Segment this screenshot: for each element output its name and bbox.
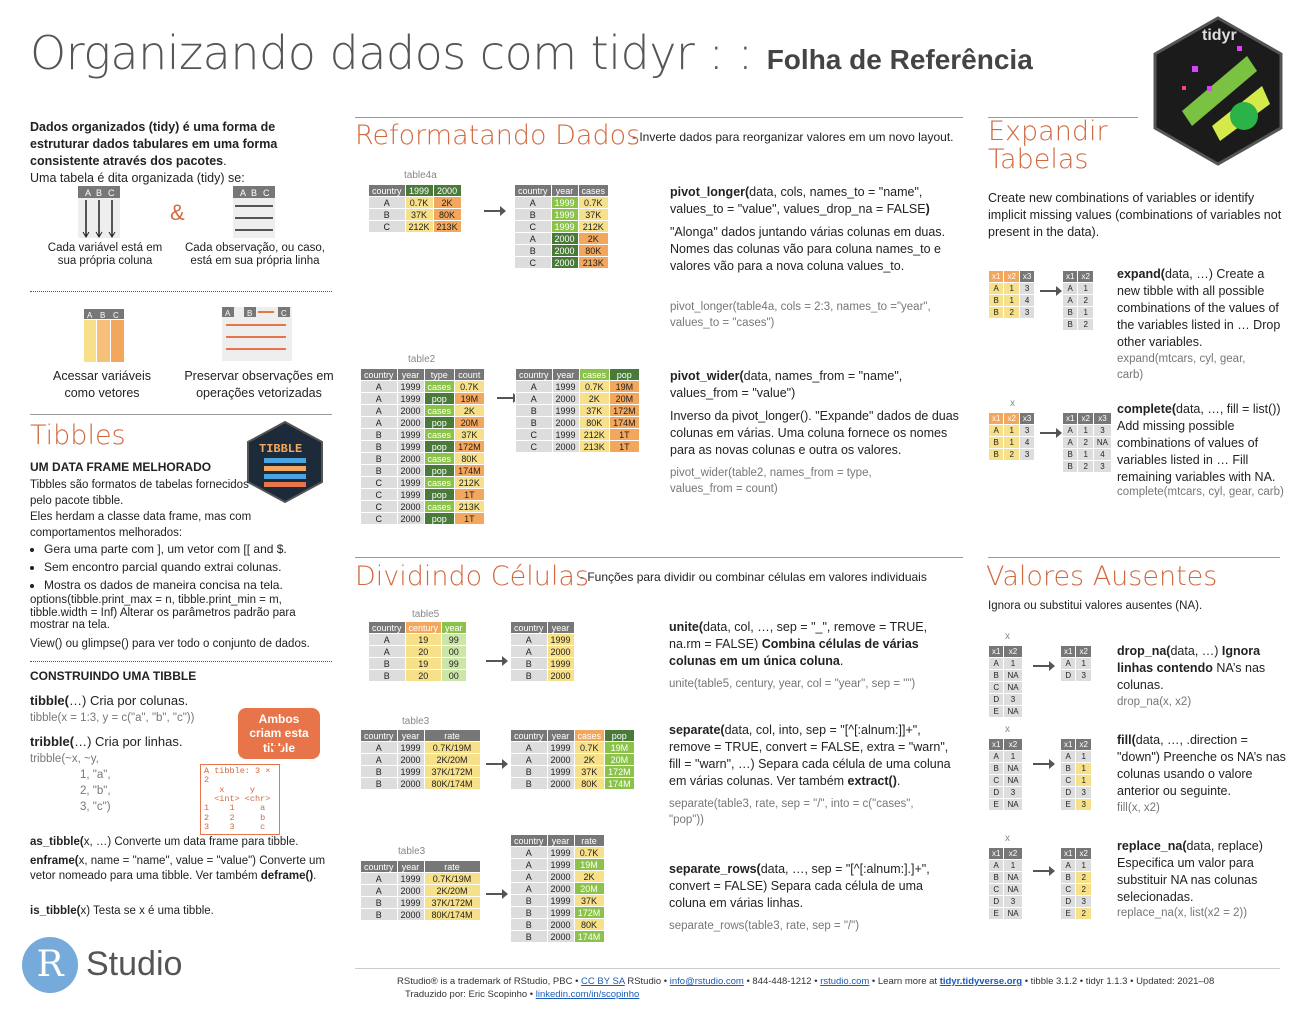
svg-text:B: B [100,311,106,320]
pivot-wider-example: pivot_wider(table2, names_from = type, values_from = count) [670,467,872,495]
tribble-fn: tribble(…) Cria por linhas. [30,734,183,749]
caption-columns: Cada variável está em sua própria coluna [47,242,163,267]
svg-text:B: B [247,309,253,318]
complete-input: x1 x2 x3 A 1 3 B 1 4 B 2 3 [988,412,1035,461]
tibbles-subtitle: UM DATA FRAME MELHORADO [30,460,212,474]
table-caption: x [1005,833,1010,844]
expand-title: Expandir Tabelas [988,116,1108,176]
separate-rows-sig: separate_rows(data, …, sep = "[^[:alnum:].]+", convert = FALSE) Separa cada célula de uma coluna em várias linhas. [669,862,930,910]
complete-fn: complete(data, …, fill = list()) Add missing possible combinations of values of variables listed in … Fill remaining variables with NA. [1117,402,1281,484]
tibbles-bullets [44,540,344,594]
svg-text:A: A [85,188,92,198]
arrow [486,893,504,895]
expand-desc: Create new combinations of variables or identify implicit missing values (combinations of variables not present in the data). [988,191,1282,239]
fill-output: x1 x2 A 1 B 1 C 1 D 3 E 3 [1060,738,1092,811]
svg-text:C: C [281,309,287,318]
list-item: • Mostra os dados de maneira concisa na tela. [44,576,344,594]
arrow [486,763,504,765]
missing-desc: Ignora ou substitui valores ausentes (NA). [988,600,1203,612]
arrow [1040,290,1058,292]
unite-example: unite(table5, century, year, col = "year", sep = "") [669,678,916,690]
fill-input: x1 x2 A 1 B NA C NA D 3 E NA [988,738,1023,811]
svg-text:C: C [113,311,119,320]
tibbles-view: View() ou glimpse() para ver todo o conjunto de dados. [30,638,310,650]
divider [30,414,332,415]
tidyr-link[interactable]: tidyr.tidyverse.org [939,976,1023,987]
caption-vectors: Acessar variáveis como vetores [53,369,151,400]
tidyr-logo [1152,16,1284,171]
divider [30,291,332,292]
enframe: enframe(x, name = "name", value = "value") Converte um vetor nomeado para uma tibble. Ver também deframe(). [30,855,326,882]
pivot-wider-sig: pivot_wider(data, names_from = "name", values_from = "value") [670,369,903,400]
drop-na-example: drop_na(x, x2) [1117,696,1192,708]
table-caption: x [1005,631,1010,642]
drop-na-input: x1 x2 A 1 B NA C NA D 3 E NA [988,645,1023,718]
table5: country century year A 19 99 A 20 00 B 19 99 B 20 00 [368,621,467,682]
table-caption: table3 [398,846,426,857]
table-caption: table3 [402,716,430,727]
rstudio-logo: R [22,937,78,993]
divider [355,117,963,118]
table-caption: x [1010,398,1015,409]
replace-na-example: replace_na(x, list(x2 = 2)) [1117,907,1248,919]
intro-text: Dados organizados (tidy) é uma forma de estruturar dados tabulares em uma forma consistente através dos pacotes. Uma tabela é dita organizada (tidy) se: [30,120,278,185]
tribble-example: tribble(~x, ~y, 1, "a", 2, "b", 3, "c") [30,753,111,813]
divider [355,968,1280,969]
list-item: • Sem encontro parcial quando extrai colunas. [44,558,344,576]
svg-text:A: A [240,188,247,198]
svg-text:B: B [96,188,103,198]
table3: country year rate A 1999 0.7K/19M A 2000 2K/20M B 1999 37K/172M B 2000 80K/174M [360,729,481,790]
complete-example: complete(mtcars, cyl, gear, carb) [1117,486,1284,498]
page-title: Organizando dados com tidyr : : Folha de Referência [30,26,1033,80]
table2: country year type count A 1999 cases 0.7K A 1999 pop 19M A 2000 cases 2K A 2000 pop 20M B 1999 cases 37K B 1999 pop 172M B 2000 cases 80K B 2000 pop 174M C 1999 cases 212K C 1999 pop 1T C 2000 cases 213K C 2000 pop 1T [360,368,485,525]
caption-rows: Cada observação, ou caso, está em sua própria linha [184,242,325,267]
rstudio-brand: Studio [86,945,183,983]
svg-text:A: A [87,311,93,320]
split-title: Dividindo Células [355,561,589,592]
build-title: CONSTRUINDO UMA TIBBLE [30,669,197,683]
table3-rows: country year rate A 1999 0.7K A 1999 19M A 2000 2K A 2000 20M B 1999 37K B 1999 172M B 2000 80K B 2000 174M [510,834,605,943]
table-caption: table2 [408,354,436,365]
fill-fn: fill(data, …, .direction = "down") Preenche os NA’s nas colunas usando o valore anterior ou seguinte. [1117,733,1286,798]
footer-line2: Traduzido por: Eric Scopinho • linkedin.com/in/scopinho [405,989,640,1000]
cc-link[interactable]: CC BY SA [581,976,625,987]
table-caption: table4a [404,170,437,181]
svg-text:TIBBLE: TIBBLE [259,442,303,456]
reshape-note: - Inverte dados para reorganizar valores em um novo layout. [632,130,954,144]
is-tibble: is_tibble(x) Testa se x é uma tibble. [30,905,214,917]
tibble-print: A tibble: 3 × 2 x y <int> <chr> 1 1 a 2 2 b 3 3 c [200,764,280,835]
pivot-longer-desc: "Alonga" dados juntando várias colunas em duas. Nomes das colunas vão para coluna names_to e valores vão para a nova coluna values_to. [670,225,946,273]
arrow [1033,763,1051,765]
divider [30,661,332,662]
table2-wide: country year cases pop A 1999 0.7K 19M A 2000 2K 20M B 1999 37K 172M B 2000 80K 174M C 1999 212K 1T C 2000 213K 1T [515,368,640,453]
pivot-longer-sig: pivot_longer(data, cols, names_to = "name", values_to = "value", values_drop_na = FALSE) [670,185,930,216]
page-subtitle: Folha de Referência [766,44,1033,75]
fill-example: fill(x, x2) [1117,802,1160,814]
tibble-fn: tibble(…) Cria por colunas. [30,693,189,708]
svg-text:A: A [225,309,231,318]
columns-diagram [78,186,120,243]
tibbles-p2: Eles herdam a classe data frame, mas com comportamentos melhorados: [30,511,252,539]
expand-output: x1 x2 A 1 A 2 B 1 B 2 [1062,270,1094,331]
arrow [486,660,504,662]
split-note: - Funções para dividir ou combinar células em valores individuais [580,570,927,584]
tibbles-p1: Tibbles são formatos de tabelas fornecidos pelo pacote tibble. [30,479,249,507]
table3-separated: country year cases pop A 1999 0.7K 19M A 2000 2K 20M B 1999 37K 172M B 2000 80K 174M [510,729,635,790]
expand-fn: expand(data, …) Create a new tibble with all possible combinations of the values of the variables listed in … Drop other variables. [1117,267,1281,349]
divider [355,557,963,558]
arrow [1033,870,1051,872]
table-caption: table5 [412,609,440,620]
table4a: country 1999 2000 A 0.7K 2K B 37K 80K C 212K 213K [368,184,462,233]
linkedin-link[interactable]: linkedin.com/in/scopinho [535,989,640,1000]
unite-sig: unite(data, col, …, sep = "_", remove = TRUE, na.rm = FALSE) Combina células de várias colunas em um única coluna. [669,620,928,668]
footer-line1: RStudio® is a trademark of RStudio, PBC • CC BY SA RStudio • info@rstudio.com • 844-448-1212 • rstudio.com • Learn more at tidyr.tidyverse.org • tibble 3.1.2 • tidyr 1.1.3 • Updated: 2021–08 [397,976,1215,987]
replace-na-fn: replace_na(data, replace) Especifica um valor para substituir NA nas colunas selecionadas. [1117,839,1263,904]
vectors-diagram [84,309,124,368]
table4a-long: country year cases A 1999 0.7K B 1999 37K C 1999 212K A 2000 2K B 2000 80K C 2000 213K [514,184,609,269]
caption-vectorized: Preservar observações em operações vetorizadas [184,369,334,400]
list-item: • Gera uma parte com ], um vetor com [[ and $. [44,540,344,558]
tibble-example: tibble(x = 1:3, y = c("a", "b", "c")) [30,712,195,724]
expand-example: expand(mtcars, cyl, gear, carb) [1117,353,1246,381]
separate-example: separate(table3, rate, sep = "/", into = c("cases", "pop")) [669,798,914,826]
svg-text:C: C [263,188,270,198]
divider [988,557,1280,558]
callout-pointer [270,746,284,756]
table5-united: country year A 1999 A 2000 B 1999 B 2000 [510,621,575,682]
callout-bubble: Ambos criam esta tibble [238,708,320,759]
reshape-title: Reformatando Dados [355,120,641,151]
missing-title: Valores Ausentes [986,561,1218,592]
drop-na-output: x1 x2 A 1 D 3 [1060,645,1092,682]
replace-na-input: x1 x2 A 1 B NA C NA D 3 E NA [988,847,1023,920]
logo-text: tidyr [1202,27,1237,44]
separate-sig: separate(data, col, into, sep = "[^[:alnum:]]+", remove = TRUE, convert = FALSE, extra = "warn", fill = "warn", …) Separa cada célula de uma coluna em várias colunas. Ver também extract(). [669,723,951,788]
separate-rows-example: separate_rows(table3, rate, sep = "/") [669,920,860,932]
table-caption: x [1005,724,1010,735]
rows-diagram [233,186,275,243]
pivot-longer-example: pivot_longer(table4a, cols = 2:3, names_to ="year", values_to = "cases") [670,301,931,329]
svg-text:B: B [251,188,258,198]
table3-b: country year rate A 1999 0.7K/19M A 2000 2K/20M B 1999 37K/172M B 2000 80K/174M [360,860,481,921]
arrow [484,210,502,212]
replace-na-output: x1 x2 A 1 B 2 C 2 D 3 E 2 [1060,847,1092,920]
arrow [1033,665,1051,667]
arrow [497,397,515,399]
rstudio-link[interactable]: rstudio.com [820,976,870,987]
pivot-wider-desc: Inverso da pivot_longer(). "Expande" dados de duas colunas em várias. Uma coluna fornece os nomes para as novas colunas e outra os valores. [670,409,959,457]
svg-text:C: C [108,188,115,198]
vectorized-diagram [222,307,292,366]
expand-input: x1 x2 x3 A 1 3 B 1 4 B 2 3 [988,270,1035,319]
as-tibble: as_tibble(x, …) Converte um data frame para tibble. [30,836,299,848]
complete-output: x1 x2 x3 A 1 3 A 2 NA B 1 4 B 2 3 [1062,412,1112,473]
tibbles-options: options(tibble.print_max = n, tibble.print_min = m, tibble.width = Inf) Alterar os parâmetros padrão para mostrar na tela. [30,594,296,632]
ampersand: & [170,200,185,225]
tibbles-title: Tibbles [30,420,126,451]
email-link[interactable]: info@rstudio.com [669,976,744,987]
drop-na-fn: drop_na(data, …) Ignora linhas contendo NA’s nas colunas. [1117,644,1266,692]
arrow [1040,432,1058,434]
